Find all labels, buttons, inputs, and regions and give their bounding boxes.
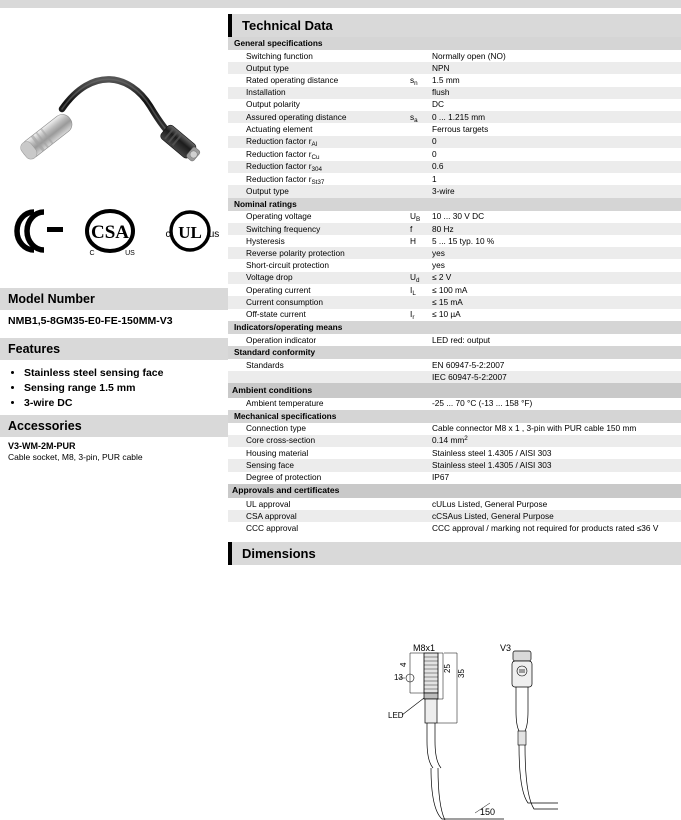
technical-data-title: Technical Data bbox=[228, 14, 681, 37]
spec-value: ≤ 15 mA bbox=[432, 296, 681, 308]
spec-label: Switching frequency bbox=[228, 223, 410, 235]
table-row bbox=[228, 296, 681, 308]
table-group-header bbox=[228, 37, 681, 50]
table-row bbox=[228, 359, 681, 371]
spec-value: ≤ 100 mA bbox=[432, 284, 681, 296]
spec-symbol bbox=[410, 123, 432, 135]
table-group-label: General specifications bbox=[228, 37, 681, 50]
spec-value: DC bbox=[432, 99, 681, 111]
spec-label: Output type bbox=[228, 62, 410, 74]
spec-symbol bbox=[410, 173, 432, 185]
table-row bbox=[228, 459, 681, 471]
table-row bbox=[228, 136, 681, 148]
spec-label: Output type bbox=[228, 185, 410, 197]
spec-label: Connection type bbox=[228, 423, 410, 435]
dim-label-13: 13 bbox=[394, 673, 403, 683]
table-row bbox=[228, 173, 681, 185]
svg-text:CSA: CSA bbox=[90, 222, 130, 243]
dim-label-25: 25 bbox=[443, 664, 452, 674]
spec-value: IP67 bbox=[432, 472, 681, 484]
spec-value: CCC approval / marking not required for products rated ≤36 V bbox=[432, 522, 681, 534]
spec-symbol: $I_L$ bbox=[410, 284, 432, 296]
features-heading: Features bbox=[0, 338, 228, 360]
table-row bbox=[228, 123, 681, 135]
spec-label: Output polarity bbox=[228, 99, 410, 111]
spec-symbol bbox=[410, 435, 432, 447]
spec-symbol: $U_B$ bbox=[410, 211, 432, 223]
table-group-header bbox=[228, 383, 681, 397]
spec-label: Degree of protection bbox=[228, 472, 410, 484]
spec-value: Cable connector M8 x 1 , 3-pin with PUR cable 150 mm bbox=[432, 423, 681, 435]
table-row bbox=[228, 185, 681, 197]
table-row bbox=[228, 111, 681, 123]
certification-marks bbox=[0, 196, 228, 266]
table-row bbox=[228, 259, 681, 271]
list-item: • 3-wire DC bbox=[24, 397, 220, 409]
dim-label-4: 4 bbox=[399, 663, 408, 668]
ce-mark bbox=[17, 212, 63, 250]
table-row bbox=[228, 284, 681, 296]
spec-label: UL approval bbox=[228, 498, 410, 510]
spec-symbol: H bbox=[410, 235, 432, 247]
table-group-header bbox=[228, 484, 681, 498]
table-group-header bbox=[228, 321, 681, 334]
spec-symbol bbox=[410, 398, 432, 410]
table-row bbox=[228, 211, 681, 223]
spec-label: Switching function bbox=[228, 50, 410, 62]
spec-symbol bbox=[410, 359, 432, 371]
spec-value: 5 ... 15 typ. 10 % bbox=[432, 235, 681, 247]
spec-label: Off-state current bbox=[228, 309, 410, 321]
accessory-name: V3-WM-2M-PUR bbox=[8, 441, 76, 451]
table-group-label: Nominal ratings bbox=[228, 198, 681, 211]
technical-data-table bbox=[228, 37, 681, 534]
spec-symbol bbox=[410, 62, 432, 74]
table-row bbox=[228, 235, 681, 247]
csa-mark bbox=[87, 211, 135, 257]
spec-label: Installation bbox=[228, 87, 410, 99]
spec-value: Stainless steel 1.4305 / AISI 303 bbox=[432, 447, 681, 459]
table-row bbox=[228, 223, 681, 235]
spec-symbol bbox=[410, 459, 432, 471]
spec-label: Operating current bbox=[228, 284, 410, 296]
spec-symbol bbox=[410, 334, 432, 346]
table-group-label: Approvals and certificates bbox=[228, 484, 681, 498]
spec-label: Standards bbox=[228, 359, 410, 371]
table-group-header bbox=[228, 198, 681, 211]
table-row bbox=[228, 247, 681, 259]
spec-symbol bbox=[410, 136, 432, 148]
table-row bbox=[228, 50, 681, 62]
spec-label: Actuating element bbox=[228, 123, 410, 135]
table-row bbox=[228, 74, 681, 86]
spec-label: Ambient temperature bbox=[228, 398, 410, 410]
spec-symbol bbox=[410, 161, 432, 173]
spec-value: EN 60947-5-2:2007 bbox=[432, 359, 681, 371]
spec-symbol: f bbox=[410, 223, 432, 235]
spec-symbol bbox=[410, 87, 432, 99]
spec-value: 0 bbox=[432, 148, 681, 160]
table-row bbox=[228, 99, 681, 111]
ul-mark bbox=[166, 212, 220, 250]
spec-value: -25 ... 70 °C (-13 ... 158 °F) bbox=[432, 398, 681, 410]
spec-value: 10 ... 30 V DC bbox=[432, 211, 681, 223]
table-row bbox=[228, 62, 681, 74]
table-row bbox=[228, 309, 681, 321]
table-group-header bbox=[228, 410, 681, 423]
svg-text:US: US bbox=[125, 250, 135, 257]
spec-label: Assured operating distance bbox=[228, 111, 410, 123]
spec-symbol bbox=[410, 99, 432, 111]
spec-symbol bbox=[410, 472, 432, 484]
spec-value: 1 bbox=[432, 173, 681, 185]
spec-value: Normally open (NO) bbox=[432, 50, 681, 62]
svg-text:UL: UL bbox=[178, 223, 202, 242]
spec-label: Core cross-section bbox=[228, 435, 410, 447]
spec-label: Reduction factor $r_{Al}$ bbox=[228, 136, 410, 148]
spec-label: Operation indicator bbox=[228, 334, 410, 346]
spec-symbol bbox=[410, 259, 432, 271]
spec-value: Ferrous targets bbox=[432, 123, 681, 135]
spec-symbol bbox=[410, 371, 432, 383]
table-row bbox=[228, 334, 681, 346]
svg-text:C: C bbox=[89, 250, 95, 257]
spec-symbol bbox=[410, 447, 432, 459]
table-row bbox=[228, 435, 681, 447]
model-number-section bbox=[0, 288, 228, 331]
model-number-heading: Model Number bbox=[0, 288, 228, 310]
spec-label: Reduction factor $r_{Cu}$ bbox=[228, 148, 410, 160]
spec-value: yes bbox=[432, 247, 681, 259]
product-photo bbox=[0, 14, 228, 194]
spec-symbol bbox=[410, 185, 432, 197]
table-row bbox=[228, 87, 681, 99]
right-top-bar bbox=[228, 0, 681, 8]
spec-label: CSA approval bbox=[228, 510, 410, 522]
left-column bbox=[0, 0, 228, 820]
spec-value: 80 Hz bbox=[432, 223, 681, 235]
dimension-drawing bbox=[228, 565, 681, 820]
table-group-label: Indicators/operating means bbox=[228, 321, 681, 334]
spec-symbol bbox=[410, 296, 432, 308]
spec-label bbox=[228, 371, 410, 383]
table-row bbox=[228, 148, 681, 160]
spec-value: 1.5 mm bbox=[432, 74, 681, 86]
dimensions-title: Dimensions bbox=[228, 542, 681, 565]
table-row bbox=[228, 447, 681, 459]
spec-value: Stainless steel 1.4305 / AISI 303 bbox=[432, 459, 681, 471]
accessory-description: Cable socket, M8, 3-pin, PUR cable bbox=[8, 452, 143, 462]
spec-value: yes bbox=[432, 259, 681, 271]
features-list bbox=[8, 367, 220, 409]
dim-label-led: LED bbox=[388, 711, 404, 721]
spec-value: 0.14 $mm^2$ bbox=[432, 435, 681, 447]
dim-label-thread: M8x1 bbox=[413, 643, 436, 654]
table-row bbox=[228, 498, 681, 510]
features-section bbox=[0, 338, 228, 416]
accessories-heading: Accessories bbox=[0, 415, 228, 437]
spec-value: NPN bbox=[432, 62, 681, 74]
spec-symbol: $s_a$ bbox=[410, 111, 432, 123]
dim-label-35: 35 bbox=[457, 669, 466, 679]
list-item: • Stainless steel sensing face bbox=[24, 367, 220, 379]
spec-symbol: $s_n$ bbox=[410, 74, 432, 86]
spec-symbol bbox=[410, 50, 432, 62]
table-row bbox=[228, 161, 681, 173]
table-row bbox=[228, 423, 681, 435]
spec-symbol: $U_d$ bbox=[410, 272, 432, 284]
svg-text:c: c bbox=[165, 229, 171, 240]
spec-symbol bbox=[410, 498, 432, 510]
spec-symbol bbox=[410, 148, 432, 160]
model-number-value: NMB1,5-8GM35-E0-FE-150MM-V3 bbox=[8, 315, 173, 327]
table-row bbox=[228, 522, 681, 534]
svg-text:us: us bbox=[208, 229, 220, 240]
dim-label-150: 150 bbox=[480, 807, 496, 818]
table-group-label: Ambient conditions bbox=[228, 383, 681, 397]
spec-label: Reverse polarity protection bbox=[228, 247, 410, 259]
spec-label: Housing material bbox=[228, 447, 410, 459]
spec-symbol bbox=[410, 522, 432, 534]
spec-label: Current consumption bbox=[228, 296, 410, 308]
list-item: • Sensing range 1.5 mm bbox=[24, 382, 220, 394]
spec-value: cCSAus Listed, General Purpose bbox=[432, 510, 681, 522]
spec-value: 0 ... 1.215 mm bbox=[432, 111, 681, 123]
spec-symbol bbox=[410, 510, 432, 522]
right-column bbox=[228, 0, 681, 820]
left-top-bar bbox=[0, 0, 228, 8]
spec-symbol bbox=[410, 247, 432, 259]
spec-value: IEC 60947-5-2:2007 bbox=[432, 371, 681, 383]
spec-value: cULus Listed, General Purpose bbox=[432, 498, 681, 510]
spec-value: 0 bbox=[432, 136, 681, 148]
spec-value: ≤ 10 µA bbox=[432, 309, 681, 321]
table-row bbox=[228, 510, 681, 522]
table-row bbox=[228, 371, 681, 383]
table-group-header bbox=[228, 346, 681, 359]
spec-value: LED red: output bbox=[432, 334, 681, 346]
table-row bbox=[228, 398, 681, 410]
spec-value: flush bbox=[432, 87, 681, 99]
spec-symbol bbox=[410, 423, 432, 435]
spec-label: Voltage drop bbox=[228, 272, 410, 284]
table-row bbox=[228, 272, 681, 284]
spec-label: Rated operating distance bbox=[228, 74, 410, 86]
spec-label: Hysteresis bbox=[228, 235, 410, 247]
spec-label: Short-circuit protection bbox=[228, 259, 410, 271]
spec-value: ≤ 2 V bbox=[432, 272, 681, 284]
spec-label: CCC approval bbox=[228, 522, 410, 534]
dim-label-connector: V3 bbox=[500, 643, 512, 654]
spec-label: Reduction factor $r_{St37}$ bbox=[228, 173, 410, 185]
spec-label: Operating voltage bbox=[228, 211, 410, 223]
table-group-label: Standard conformity bbox=[228, 346, 681, 359]
spec-symbol: $I_r$ bbox=[410, 309, 432, 321]
table-group-label: Mechanical specifications bbox=[228, 410, 681, 423]
spec-label: Sensing face bbox=[228, 459, 410, 471]
spec-value: 0.6 bbox=[432, 161, 681, 173]
accessories-section bbox=[0, 415, 228, 466]
table-row bbox=[228, 472, 681, 484]
spec-value: 3-wire bbox=[432, 185, 681, 197]
spec-label: Reduction factor $r_{304}$ bbox=[228, 161, 410, 173]
